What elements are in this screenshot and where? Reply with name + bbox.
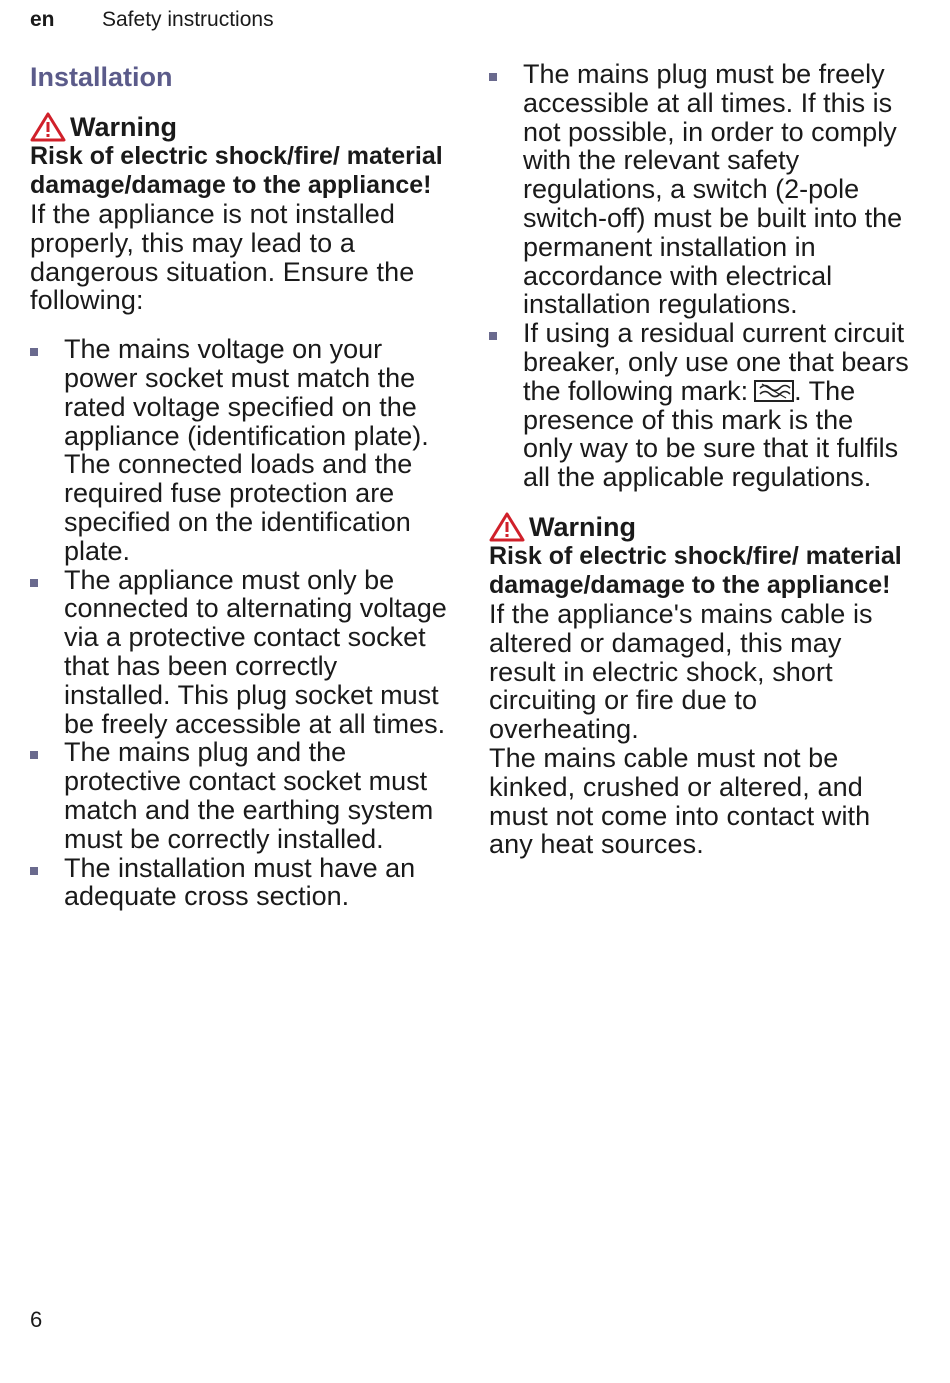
installation-heading: Installation	[30, 62, 173, 92]
list-item: The appliance must only be connected to alternating voltage via a protective contact socket that has been correctly installed. This plug socket must be freely accessible at all times.	[30, 566, 450, 739]
plug-list	[489, 60, 909, 492]
list-item: If using a residual current circuit breaker, only use one that bears the following mark: . The presence of this mark is the only way to be sure that it fulfils all the applicable regulations.	[489, 319, 909, 492]
warning-risk: Risk of electric shock/fire/ material damage/damage to the appliance!	[30, 142, 443, 199]
bullet-square-icon	[30, 751, 38, 759]
warning-triangle-icon	[30, 112, 66, 142]
warning-title	[30, 112, 450, 142]
bullet-square-icon	[489, 332, 497, 340]
warning-text-2: The mains cable must not be kinked, crushed or altered, and must not come into contact with any heat sources.	[489, 742, 871, 860]
bullet-square-icon	[30, 348, 38, 356]
bullet-square-icon	[489, 73, 497, 81]
page-number: 6	[30, 1307, 43, 1332]
warning-label: Warning	[529, 511, 636, 542]
rcd-mark-icon	[754, 380, 794, 402]
language-code: en	[30, 8, 55, 31]
list-item: The mains voltage on your power socket must match the rated voltage specified on the appliance (identification plate). The connected loads and the required fuse protection are specified on the identification plate.	[30, 335, 450, 565]
warning-risk: Risk of electric shock/fire/ material damage/damage to the appliance!	[489, 541, 902, 599]
warning-title	[489, 512, 909, 542]
installation-list	[30, 335, 450, 911]
list-item: The mains plug must be freely accessible at all times. If this is not possible, in order to comply with the relevant safety regulations, a switch (2-pole switch-off) must be built into the permanent installation in accordance with electrical installation regulations.	[489, 60, 909, 319]
list-item: The mains plug and the protective contact socket must match and the earthing system must be correctly installed.	[30, 738, 450, 853]
warning-text: If the appliance's mains cable is altered or damaged, this may result in electric shock, short circuiting or fire due to overheating.	[489, 598, 873, 745]
bullet-square-icon	[30, 579, 38, 587]
bullet-square-icon	[30, 867, 38, 875]
warning-triangle-icon	[489, 512, 525, 542]
right-column	[489, 60, 909, 859]
warning-text: If the appliance is not installed properly, this may lead to a dangerous situation. Ensure the following:	[30, 199, 415, 316]
warning-label: Warning	[70, 112, 177, 142]
section-title: Safety instructions	[102, 8, 274, 31]
list-item: The installation must have an adequate cross section.	[30, 854, 450, 912]
left-column	[30, 60, 450, 911]
